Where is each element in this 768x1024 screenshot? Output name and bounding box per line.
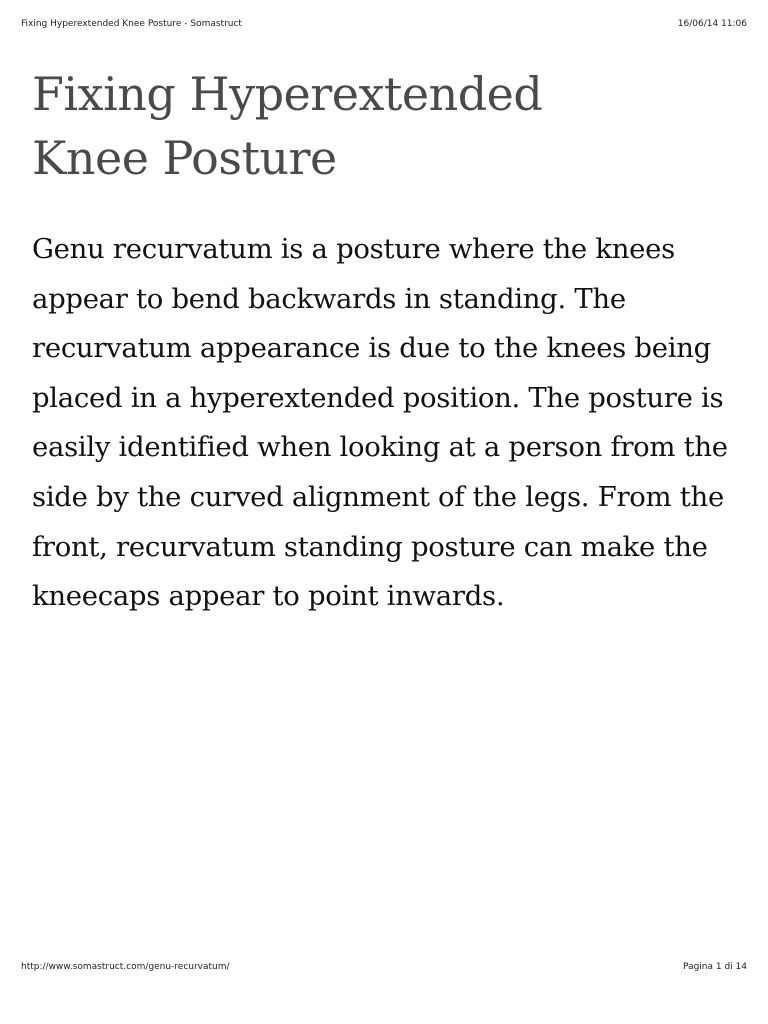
header-page-title: Fixing Hyperextended Knee Posture - Somastruct <box>21 19 242 29</box>
article-paragraph: Genu recurvatum is a posture where the knees appear to bend backwards in standing. The recurvatum appearance is due to the knees being placed in a hyperextended position. The posture is easily identified when looking at a person from the side by the curved alignment of the legs. From the front, recurvatum standing posture can make the kneecaps appear to point inwards. <box>32 233 728 613</box>
article-title <box>32 62 742 190</box>
print-header <box>21 17 747 31</box>
print-footer <box>21 960 747 974</box>
article-title-line-1: Fixing Hyperextended <box>32 67 543 121</box>
footer-url[interactable]: http://www.somastruct.com/genu-recurvatum/ <box>21 962 230 972</box>
footer-page-indicator: Pagina 1 di 14 <box>683 962 747 972</box>
article <box>32 62 742 622</box>
header-datetime: 16/06/14 11:06 <box>677 19 747 29</box>
article-title-line-2: Knee Posture <box>32 131 337 185</box>
